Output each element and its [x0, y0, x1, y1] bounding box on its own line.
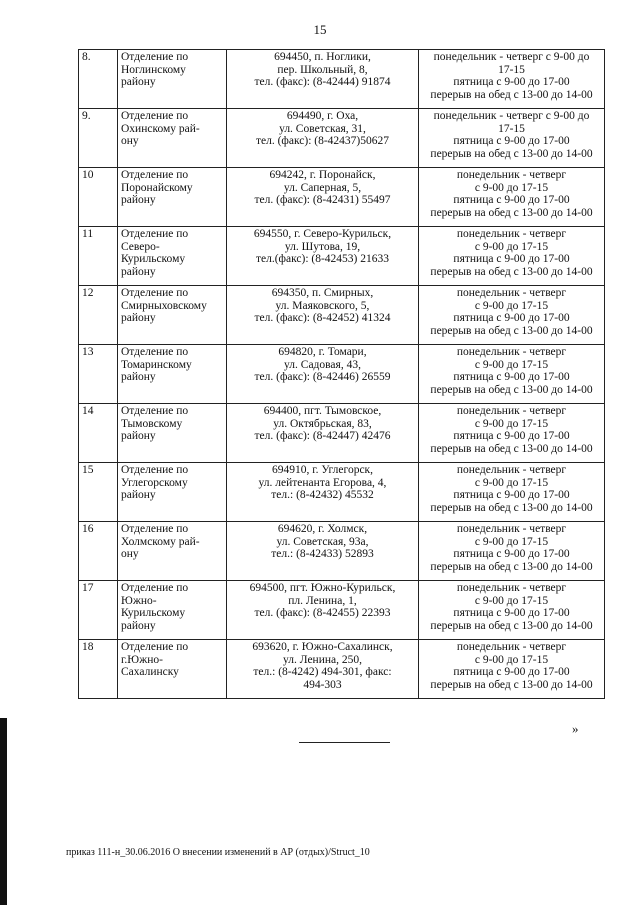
- department-line: Отделение по: [121, 464, 189, 476]
- address-line: ул. Садовая, 43,: [284, 358, 361, 371]
- department-cell: [118, 404, 227, 463]
- closing-quote: »: [572, 721, 579, 736]
- hours-cell: [419, 404, 605, 463]
- table-row: [79, 404, 605, 463]
- address-line: тел.: (8-42433) 52893: [271, 548, 374, 561]
- department-line: Смирныховскому: [121, 299, 207, 312]
- offices-table-body: [79, 50, 605, 699]
- hours-line: с 9-00 до 17-15: [474, 476, 549, 489]
- address-line: 694620, г. Холмск,: [277, 523, 368, 535]
- address-line: ул. Маяковского, 5,: [275, 299, 370, 312]
- department-line: Отделение по: [121, 582, 189, 594]
- hours-line: пятница с 9-00 до 17-00: [453, 194, 570, 207]
- hours-line: перерыв на обед с 13-00 до 14-00: [430, 89, 593, 102]
- department-line: Отделение по: [121, 228, 189, 240]
- hours-cell: [419, 227, 605, 286]
- department-line: району: [121, 489, 156, 502]
- address-cell: [227, 227, 419, 286]
- hours-line: пятница с 9-00 до 17-00: [453, 548, 570, 561]
- table-row: [79, 286, 605, 345]
- hours-line: с 9-00 до 17-15: [474, 358, 549, 371]
- address-line: 693620, г. Южно-Сахалинск,: [252, 641, 393, 653]
- department-line: Сахалинску: [121, 666, 179, 679]
- department-line: ону: [121, 135, 139, 148]
- hours-line: с 9-00 до 17-15: [474, 417, 549, 430]
- separator-line: [299, 742, 390, 743]
- hours-line: перерыв на обед с 13-00 до 14-00: [430, 561, 593, 574]
- hours-line: пятница с 9-00 до 17-00: [453, 489, 570, 502]
- hours-line: понедельник - четверг с 9-00 до: [433, 110, 590, 122]
- department-line: Охинскому рай-: [121, 122, 200, 135]
- hours-line: понедельник - четверг: [456, 464, 567, 476]
- page-number: 15: [313, 22, 327, 37]
- address-cell: [227, 463, 419, 522]
- address-line: ул. Саперная, 5,: [283, 181, 362, 194]
- table-row: [79, 50, 605, 109]
- address-cell: [227, 404, 419, 463]
- department-cell: [118, 50, 227, 109]
- hours-cell: [419, 640, 605, 699]
- department-line: г.Южно-: [121, 653, 163, 666]
- address-line: 694490, г. Оха,: [286, 110, 359, 122]
- address-line: 694242, г. Поронайск,: [269, 169, 376, 181]
- department-line: ону: [121, 548, 139, 561]
- department-cell: [118, 345, 227, 404]
- table-row: [79, 581, 605, 640]
- hours-line: понедельник - четверг: [456, 169, 567, 181]
- hours-line: перерыв на обед с 13-00 до 14-00: [430, 679, 593, 692]
- table-row: [79, 522, 605, 581]
- hours-line: понедельник - четверг с 9-00 до: [433, 51, 590, 63]
- department-line: Холмскому рай-: [121, 535, 200, 548]
- hours-line: с 9-00 до 17-15: [474, 594, 549, 607]
- hours-line: понедельник - четверг: [456, 641, 567, 653]
- hours-cell: [419, 345, 605, 404]
- hours-line: пятница с 9-00 до 17-00: [453, 135, 570, 148]
- hours-line: понедельник - четверг: [456, 346, 567, 358]
- hours-cell: [419, 522, 605, 581]
- address-line: 694400, пгт. Тымовское,: [263, 405, 382, 417]
- address-line: 694910, г. Углегорск,: [271, 464, 374, 476]
- hours-line: пятница с 9-00 до 17-00: [453, 312, 570, 325]
- address-cell: [227, 109, 419, 168]
- row-number: 15: [79, 463, 118, 522]
- address-line: тел.(факс): (8-42453) 21633: [255, 253, 390, 266]
- address-line: 694820, г. Томари,: [278, 346, 367, 358]
- address-cell: [227, 581, 419, 640]
- address-line: 694350, п. Смирных,: [271, 287, 374, 299]
- hours-line: пятница с 9-00 до 17-00: [453, 666, 570, 679]
- address-cell: [227, 345, 419, 404]
- address-cell: [227, 168, 419, 227]
- hours-line: понедельник - четверг: [456, 523, 567, 535]
- address-line: тел. (факс): (8-42446) 26559: [254, 371, 391, 384]
- department-line: району: [121, 194, 156, 207]
- address-line: тел. (факс): (8-42452) 41324: [254, 312, 391, 325]
- address-cell: [227, 286, 419, 345]
- table-row: [79, 109, 605, 168]
- row-number: 13: [79, 345, 118, 404]
- scan-edge-bar: [0, 718, 7, 905]
- hours-line: перерыв на обед с 13-00 до 14-00: [430, 266, 593, 279]
- hours-line: перерыв на обед с 13-00 до 14-00: [430, 325, 593, 338]
- address-line: тел. (факс): (8-42455) 22393: [254, 607, 391, 620]
- department-cell: [118, 286, 227, 345]
- department-cell: [118, 463, 227, 522]
- department-line: району: [121, 371, 156, 384]
- department-line: Отделение по: [121, 287, 189, 299]
- row-number: 11: [79, 227, 118, 286]
- department-line: району: [121, 620, 156, 633]
- row-number: 8.: [79, 50, 118, 109]
- department-line: району: [121, 312, 156, 325]
- hours-line: перерыв на обед с 13-00 до 14-00: [430, 207, 593, 220]
- footer-text: приказ 111-н_30.06.2016 О внесении изменений в АР (отдых)/Struct_10: [66, 847, 370, 858]
- department-line: Отделение по: [121, 346, 189, 358]
- address-cell: [227, 522, 419, 581]
- department-line: Южно-: [121, 594, 157, 607]
- address-cell: [227, 50, 419, 109]
- hours-line: пятница с 9-00 до 17-00: [453, 371, 570, 384]
- hours-cell: [419, 463, 605, 522]
- hours-line: с 9-00 до 17-15: [474, 299, 549, 312]
- table-row: [79, 227, 605, 286]
- department-line: Поронайскому: [121, 181, 193, 194]
- department-line: району: [121, 266, 156, 279]
- address-line: тел.: (8-4242) 494-301, факс:: [253, 666, 392, 679]
- address-line: тел.: (8-42432) 45532: [271, 489, 374, 502]
- row-number: 16: [79, 522, 118, 581]
- department-cell: [118, 109, 227, 168]
- department-line: Тымовскому: [121, 417, 183, 430]
- department-cell: [118, 227, 227, 286]
- row-number: 10: [79, 168, 118, 227]
- department-cell: [118, 581, 227, 640]
- department-line: Отделение по: [121, 169, 189, 181]
- row-number: 12: [79, 286, 118, 345]
- hours-cell: [419, 168, 605, 227]
- address-line: тел. (факс): (8-42437)50627: [255, 135, 390, 148]
- hours-line: понедельник - четверг: [456, 582, 567, 594]
- department-line: Ноглинскому: [121, 63, 186, 76]
- hours-cell: [419, 581, 605, 640]
- hours-line: 17-15: [498, 122, 525, 135]
- hours-line: с 9-00 до 17-15: [474, 181, 549, 194]
- offices-table: [78, 49, 605, 699]
- address-line: 694550, г. Северо-Курильск,: [253, 228, 392, 240]
- hours-line: перерыв на обед с 13-00 до 14-00: [430, 502, 593, 515]
- department-line: Северо-: [121, 240, 160, 253]
- address-line: пер. Школьный, 8,: [277, 63, 368, 76]
- department-cell: [118, 168, 227, 227]
- hours-line: понедельник - четверг: [456, 405, 567, 417]
- department-line: Курильскому: [121, 607, 186, 620]
- hours-line: 17-15: [498, 63, 525, 76]
- department-line: Курильскому: [121, 253, 186, 266]
- hours-line: перерыв на обед с 13-00 до 14-00: [430, 620, 593, 633]
- hours-line: перерыв на обед с 13-00 до 14-00: [430, 443, 593, 456]
- hours-cell: [419, 50, 605, 109]
- address-line: ул. Ленина, 250,: [282, 653, 362, 666]
- department-line: району: [121, 430, 156, 443]
- hours-line: пятница с 9-00 до 17-00: [453, 76, 570, 89]
- table-row: [79, 168, 605, 227]
- row-number: 18: [79, 640, 118, 699]
- department-line: Отделение по: [121, 110, 189, 122]
- hours-cell: [419, 109, 605, 168]
- address-line: ул. Октябрьская, 83,: [273, 417, 372, 430]
- address-line: ул. Советская, 93а,: [276, 535, 369, 548]
- address-line: 494-303: [303, 679, 342, 692]
- hours-line: с 9-00 до 17-15: [474, 240, 549, 253]
- address-line: ул. Советская, 31,: [279, 122, 366, 135]
- row-number: 9.: [79, 109, 118, 168]
- address-line: 694450, п. Ноглики,: [274, 51, 371, 63]
- department-line: Отделение по: [121, 523, 189, 535]
- hours-line: пятница с 9-00 до 17-00: [453, 607, 570, 620]
- department-cell: [118, 640, 227, 699]
- department-line: Углегорскому: [121, 476, 188, 489]
- row-number: 17: [79, 581, 118, 640]
- address-line: ул. Шутова, 19,: [284, 240, 361, 253]
- table-row: [79, 640, 605, 699]
- address-line: ул. лейтенанта Егорова, 4,: [258, 476, 387, 489]
- address-line: 694500, пгт. Южно-Курильск,: [249, 582, 396, 594]
- hours-line: понедельник - четверг: [456, 287, 567, 299]
- hours-line: с 9-00 до 17-15: [474, 653, 549, 666]
- department-line: Томаринскому: [121, 358, 192, 371]
- hours-line: с 9-00 до 17-15: [474, 535, 549, 548]
- address-line: тел. (факс): (8-42447) 42476: [254, 430, 391, 443]
- address-line: тел. (факс): (8-42431) 55497: [254, 194, 391, 207]
- address-line: тел. (факс): (8-42444) 91874: [254, 76, 391, 89]
- hours-line: пятница с 9-00 до 17-00: [453, 253, 570, 266]
- address-cell: [227, 640, 419, 699]
- department-line: Отделение по: [121, 405, 189, 417]
- department-line: Отделение по: [121, 51, 189, 63]
- table-row: [79, 463, 605, 522]
- table-row: [79, 345, 605, 404]
- hours-line: пятница с 9-00 до 17-00: [453, 430, 570, 443]
- department-line: Отделение по: [121, 641, 189, 653]
- address-line: пл. Ленина, 1,: [288, 594, 357, 607]
- hours-line: понедельник - четверг: [456, 228, 567, 240]
- hours-line: перерыв на обед с 13-00 до 14-00: [430, 148, 593, 161]
- hours-cell: [419, 286, 605, 345]
- department-cell: [118, 522, 227, 581]
- hours-line: перерыв на обед с 13-00 до 14-00: [430, 384, 593, 397]
- department-line: району: [121, 76, 156, 89]
- row-number: 14: [79, 404, 118, 463]
